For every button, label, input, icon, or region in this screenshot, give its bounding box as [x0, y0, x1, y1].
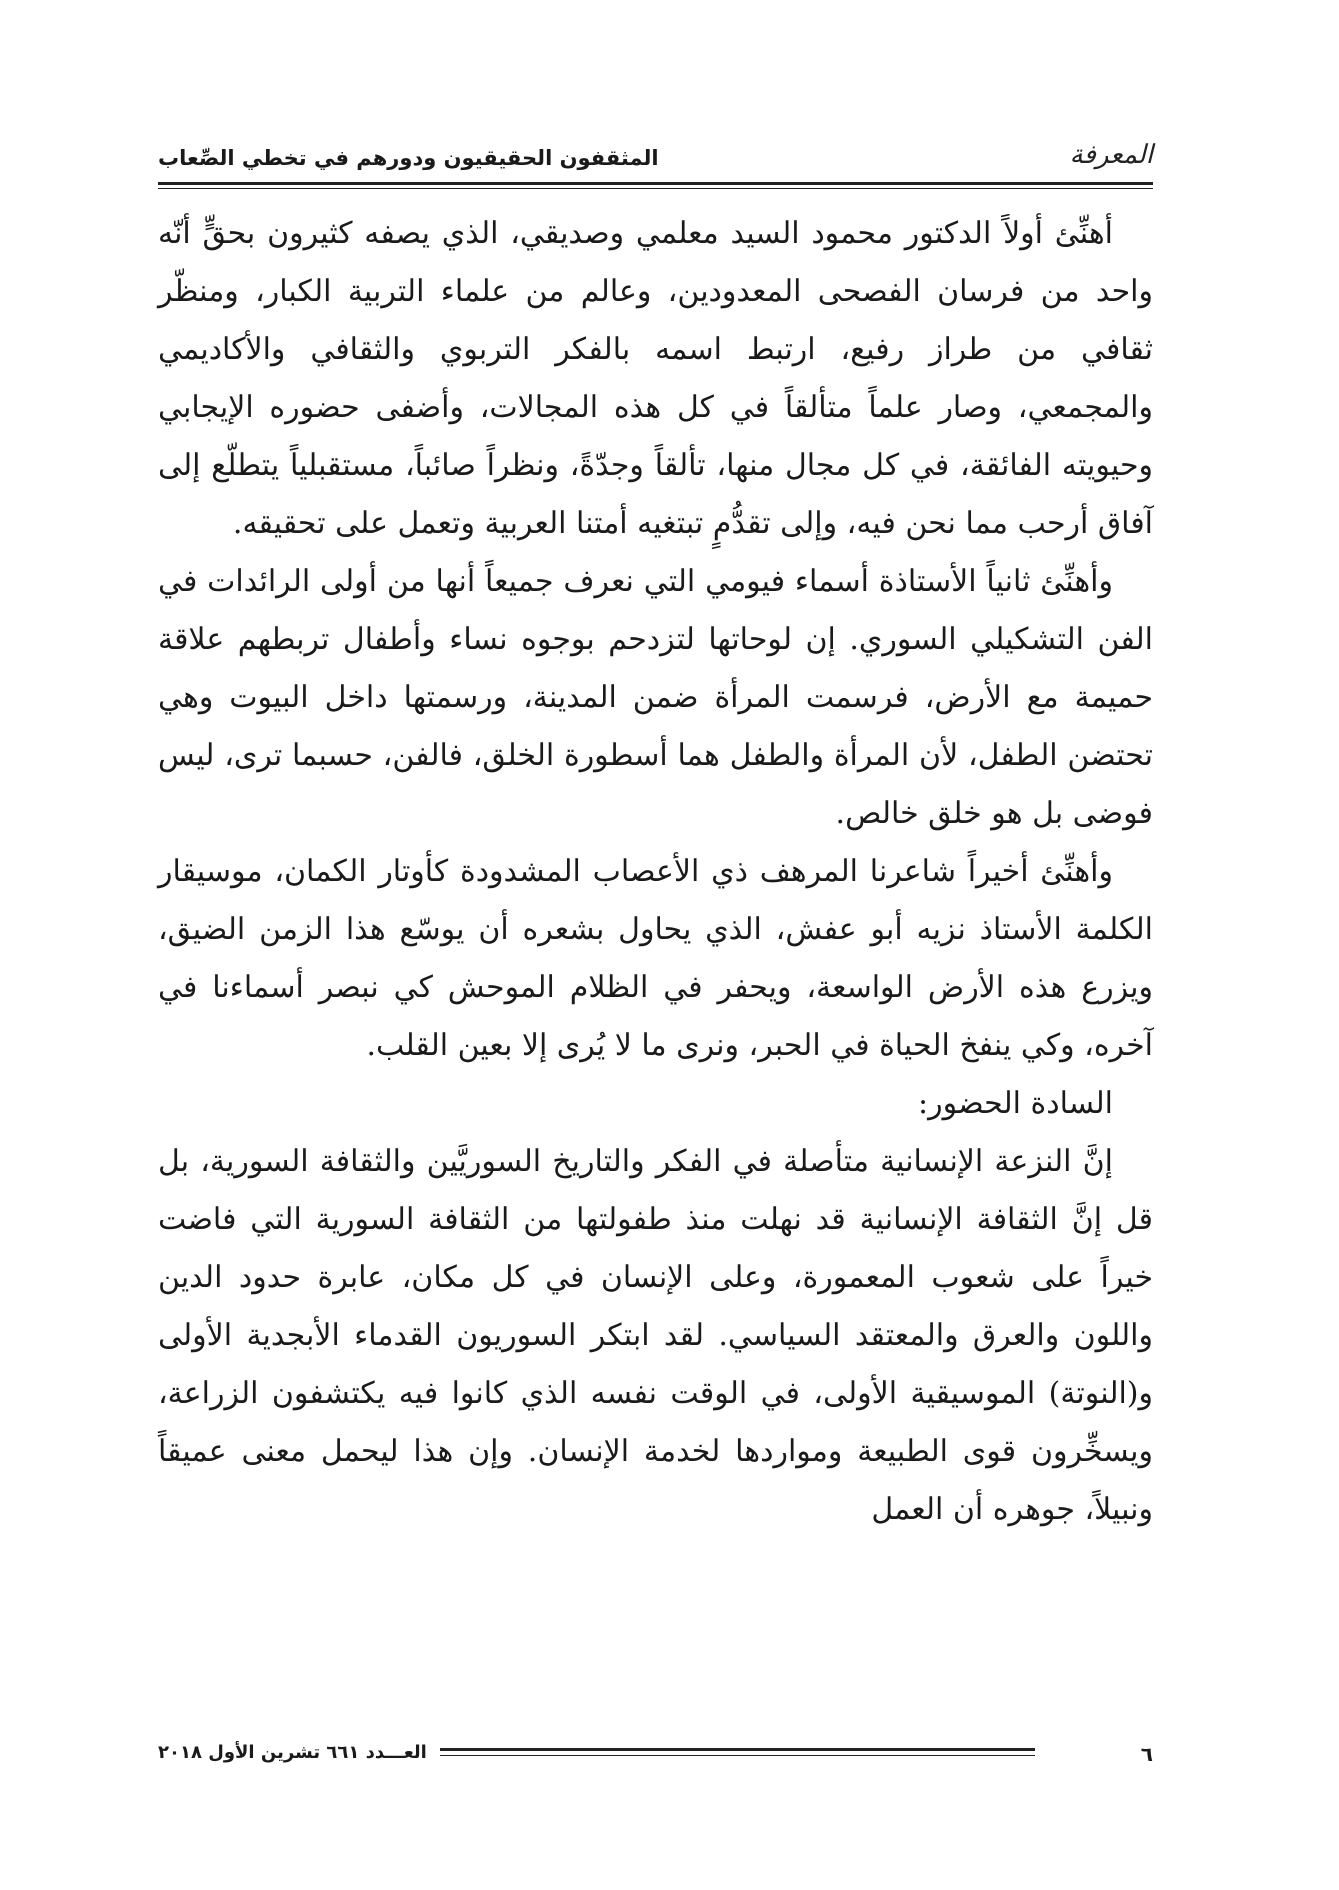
header-divider [158, 182, 1153, 185]
paragraph-4: إنَّ النزعة الإنسانية متأصلة في الفكر والتاريخ السوريَّين والثقافة السورية، بل قل إنَّ الثقافة الإنسانية قد نهلت منذ طفولتها من الثقافة السورية التي فاضت خيراً على شعوب المعمورة، وعلى الإنسان في كل مكان، عابرة حدود الدين واللون والعرق والمعتقد السياسي. لقد ابتكر السوريون القدماء الأبجدية الأولى و(النوتة) الموسيقية الأولى، في الوقت نفسه الذي كانوا فيه يكتشفون الزراعة، ويسخِّرون قوى الطبيعة ومواردها لخدمة الإنسان. وإن هذا ليحمل معنى عميقاً ونبيلاً، جوهره أن العمل [158, 1144, 1153, 1527]
paragraph-2: وأهنِّئ ثانياً الأستاذة أسماء فيومي التي نعرف جميعاً أنها من أولى الرائدات في الفن التشكيلي السوري. إن لوحاتها لتزدحم بوجوه نساء وأطفال تربطهم علاقة حميمة مع الأرض، فرسمت المرأة ضمن المدينة، ورسمتها داخل البيوت وهي تحتضن الطفل، لأن المرأة والطفل هما أسطورة الخلق، فالفن، حسبما ترى، ليس فوضى بل هو خلق خالص. [158, 564, 1153, 831]
issue-info: العـــدد ٦٦١ تشرين الأول ٢٠١٨ [158, 1742, 427, 1763]
header-divider-thin [158, 188, 1153, 189]
paragraph-3: وأهنِّئ أخيراً شاعرنا المرهف ذي الأعصاب المشدودة كأوتار الكمان، موسيقار الكلمة الأستاذ نزيه أبو عفش، الذي يحاول بشعره أن يوسّع هذا الزمن الضيق، ويزرع هذه الأرض الواسعة، ويحفر في الظلام الموحش كي نبصر أسماءنا في آخره، وكي ينفخ الحياة في الحبر، ونرى ما لا يُرى إلا بعين القلب. [158, 854, 1153, 1063]
journal-logo: المعرفة [1069, 140, 1153, 170]
page-number: ٦ [1140, 1742, 1153, 1766]
paragraph-1: أهنِّئ أولاً الدكتور محمود السيد معلمي وصديقي، الذي يصفه كثيرون بحقٍّ أنّه واحد من فرسان الفصحى المعدودين، وعالم من علماء التربية الكبار، ومنظّر ثقافي من طراز رفيع، ارتبط اسمه بالفكر التربوي والثقافي والأكاديمي والمجمعي، وصار علماً متألقاً في كل هذه المجالات، وأضفى حضوره الإيجابي وحيويته الفائقة، في كل مجال منها، تألقاً وجدّةً، ونظراً صائباً، مستقبلياً يتطلّع إلى آفاق أرحب مما نحن فيه، وإلى تقدُّمٍ تبتغيه أمتنا العربية وتعمل على تحقيقه. [158, 216, 1153, 541]
article-title: المثقفون الحقيقيون ودورهم في تخطي الصِّعاب [158, 146, 659, 170]
article-body [158, 205, 1153, 1539]
page-footer [158, 1742, 1153, 1772]
paragraph-address: السادة الحضور: [918, 1086, 1113, 1121]
running-header [158, 140, 1153, 180]
